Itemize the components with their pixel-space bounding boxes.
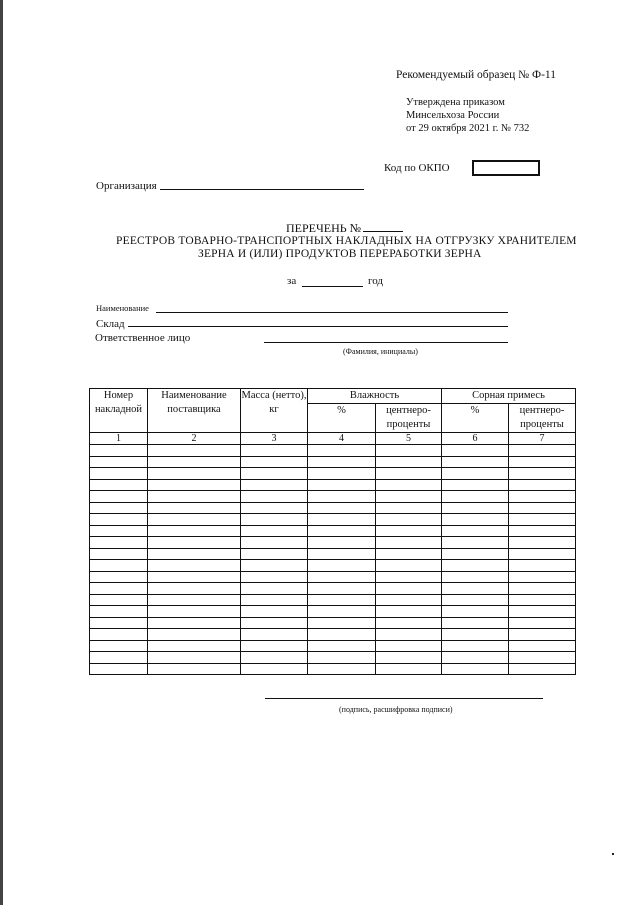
col-mass-header: Масса (нетто), кг	[241, 389, 308, 433]
table-row	[90, 456, 576, 468]
table-cell[interactable]	[241, 548, 308, 560]
responsible-label: Ответственное лицо	[95, 332, 191, 344]
table-cell[interactable]	[148, 663, 241, 675]
table-cell[interactable]	[148, 583, 241, 595]
table-cell[interactable]	[509, 640, 576, 652]
table-cell[interactable]	[442, 491, 509, 503]
table-cell[interactable]	[376, 468, 442, 480]
column-number: 2	[148, 433, 241, 445]
table-cell[interactable]	[442, 456, 509, 468]
table-cell[interactable]	[442, 445, 509, 457]
table-cell[interactable]	[241, 445, 308, 457]
moisture-centipercent-header: центнеро-проценты	[376, 404, 442, 433]
column-number: 7	[509, 433, 576, 445]
table-cell[interactable]	[148, 456, 241, 468]
list-number-line[interactable]	[363, 231, 403, 232]
scan-mark	[612, 853, 614, 855]
title-line-2: РЕЕСТРОВ ТОВАРНО-ТРАНСПОРТНЫХ НАКЛАДНЫХ НА ОТГРУЗКУ ХРАНИТЕЛЕМ	[116, 235, 577, 247]
table-row	[90, 479, 576, 491]
table-row	[90, 652, 576, 664]
table-cell[interactable]	[90, 548, 148, 560]
table-cell[interactable]	[442, 468, 509, 480]
table-cell[interactable]	[376, 491, 442, 503]
table-cell[interactable]	[90, 537, 148, 549]
table-cell[interactable]	[376, 594, 442, 606]
table-cell[interactable]	[308, 617, 376, 629]
table-cell[interactable]	[90, 560, 148, 572]
table-row	[90, 560, 576, 572]
table-cell[interactable]	[442, 571, 509, 583]
table-cell[interactable]	[308, 560, 376, 572]
table-cell[interactable]	[308, 629, 376, 641]
list-title: ПЕРЕЧЕНЬ №	[286, 221, 362, 235]
column-number: 4	[308, 433, 376, 445]
table-cell[interactable]	[241, 560, 308, 572]
table-cell[interactable]	[148, 468, 241, 480]
table-cell[interactable]	[148, 537, 241, 549]
table-cell[interactable]	[509, 571, 576, 583]
table-cell[interactable]	[90, 617, 148, 629]
register-table	[89, 388, 576, 675]
table-cell[interactable]	[376, 606, 442, 618]
table-cell[interactable]	[241, 456, 308, 468]
table-cell[interactable]	[509, 617, 576, 629]
table-cell[interactable]	[90, 571, 148, 583]
table-cell[interactable]	[308, 663, 376, 675]
table-cell[interactable]	[376, 548, 442, 560]
table-cell[interactable]	[308, 652, 376, 664]
table-cell[interactable]	[90, 583, 148, 595]
okpo-label: Код по ОКПО	[384, 162, 450, 174]
table-cell[interactable]	[241, 502, 308, 514]
table-cell[interactable]	[308, 571, 376, 583]
col-supplier-header: Наименование поставщика	[148, 389, 241, 433]
table-cell[interactable]	[148, 560, 241, 572]
table-row	[90, 629, 576, 641]
responsible-hint: (Фамилия, инициалы)	[343, 347, 418, 356]
table-cell[interactable]	[148, 617, 241, 629]
table-cell[interactable]	[241, 594, 308, 606]
name-field-line[interactable]	[156, 312, 508, 313]
warehouse-field-line[interactable]	[128, 326, 508, 327]
table-cell[interactable]	[376, 456, 442, 468]
table-cell[interactable]	[442, 502, 509, 514]
table-cell[interactable]	[148, 479, 241, 491]
signature-line[interactable]	[265, 698, 543, 699]
table-cell[interactable]	[442, 514, 509, 526]
table-cell[interactable]	[509, 629, 576, 641]
table-cell[interactable]	[90, 525, 148, 537]
table-cell[interactable]	[376, 479, 442, 491]
table-cell[interactable]	[241, 663, 308, 675]
responsible-field-line[interactable]	[264, 342, 508, 343]
organization-label: Организация	[96, 180, 157, 192]
table-row	[90, 617, 576, 629]
table-row	[90, 606, 576, 618]
table-cell[interactable]	[376, 525, 442, 537]
table-cell[interactable]	[509, 594, 576, 606]
table-cell[interactable]	[241, 571, 308, 583]
sample-label: Рекомендуемый образец № Ф-11	[396, 69, 556, 81]
column-number: 1	[90, 433, 148, 445]
table-cell[interactable]	[376, 629, 442, 641]
table-cell[interactable]	[442, 548, 509, 560]
table-cell[interactable]	[241, 640, 308, 652]
table-cell[interactable]	[376, 663, 442, 675]
table-cell[interactable]	[509, 663, 576, 675]
table-cell[interactable]	[376, 514, 442, 526]
title-line-3: ЗЕРНА И (ИЛИ) ПРОДУКТОВ ПЕРЕРАБОТКИ ЗЕРНА	[198, 248, 482, 260]
table-cell[interactable]	[442, 537, 509, 549]
table-cell[interactable]	[241, 583, 308, 595]
table-cell[interactable]	[376, 640, 442, 652]
table-cell[interactable]	[90, 663, 148, 675]
table-cell[interactable]	[509, 652, 576, 664]
table-cell[interactable]	[90, 629, 148, 641]
table-cell[interactable]	[148, 502, 241, 514]
table-cell[interactable]	[90, 606, 148, 618]
year-prefix: за	[287, 275, 297, 287]
table-cell[interactable]	[148, 571, 241, 583]
col-number-header: Номер накладной	[90, 389, 148, 433]
table-cell[interactable]	[509, 468, 576, 480]
table-cell[interactable]	[442, 606, 509, 618]
table-cell[interactable]	[442, 629, 509, 641]
table-cell[interactable]	[308, 537, 376, 549]
table-cell[interactable]	[90, 640, 148, 652]
table-cell[interactable]	[308, 479, 376, 491]
table-cell[interactable]	[509, 606, 576, 618]
table-cell[interactable]	[509, 479, 576, 491]
signature-hint: (подпись, расшифровка подписи)	[339, 705, 453, 714]
impurity-centipercent-header: центнеро-проценты	[509, 404, 576, 433]
year-suffix: год	[368, 275, 384, 287]
table-cell[interactable]	[241, 514, 308, 526]
table-cell[interactable]	[148, 548, 241, 560]
table-cell[interactable]	[442, 525, 509, 537]
table-cell[interactable]	[308, 594, 376, 606]
table-cell[interactable]	[148, 445, 241, 457]
table-cell[interactable]	[442, 560, 509, 572]
table-cell[interactable]	[442, 652, 509, 664]
table-cell[interactable]	[241, 617, 308, 629]
year-field-line[interactable]	[302, 286, 363, 287]
scan-left-edge	[0, 0, 3, 905]
column-number: 5	[376, 433, 442, 445]
table-row	[90, 548, 576, 560]
column-numbers-row	[90, 433, 576, 445]
table-cell[interactable]	[509, 502, 576, 514]
table-cell[interactable]	[509, 525, 576, 537]
table-cell[interactable]	[376, 537, 442, 549]
table-cell[interactable]	[442, 617, 509, 629]
table-cell[interactable]	[90, 445, 148, 457]
table-cell[interactable]	[308, 491, 376, 503]
warehouse-label: Склад	[96, 318, 125, 330]
table-cell[interactable]	[308, 640, 376, 652]
table-cell[interactable]	[308, 456, 376, 468]
table-cell[interactable]	[90, 491, 148, 503]
table-cell[interactable]	[308, 502, 376, 514]
table-cell[interactable]	[241, 468, 308, 480]
table-cell[interactable]	[148, 594, 241, 606]
table-cell[interactable]	[308, 514, 376, 526]
table-cell[interactable]	[90, 456, 148, 468]
table-cell[interactable]	[90, 514, 148, 526]
table-cell[interactable]	[442, 640, 509, 652]
table-row	[90, 445, 576, 457]
approved-line-1: Утверждена приказом	[406, 97, 505, 108]
table-cell[interactable]	[509, 456, 576, 468]
table-row	[90, 640, 576, 652]
table-cell[interactable]	[509, 583, 576, 595]
table-cell[interactable]	[241, 652, 308, 664]
table-cell[interactable]	[308, 548, 376, 560]
table-cell[interactable]	[509, 491, 576, 503]
moisture-group-header: Влажность	[308, 389, 442, 404]
table-cell[interactable]	[90, 468, 148, 480]
impurity-percent-header: %	[442, 404, 509, 433]
table-row	[90, 491, 576, 503]
table-cell[interactable]	[148, 525, 241, 537]
table-cell[interactable]	[308, 606, 376, 618]
table-cell[interactable]	[376, 445, 442, 457]
table-cell[interactable]	[90, 502, 148, 514]
table-cell[interactable]	[442, 583, 509, 595]
table-cell[interactable]	[308, 445, 376, 457]
table-cell[interactable]	[148, 606, 241, 618]
table-row	[90, 525, 576, 537]
table-cell[interactable]	[509, 560, 576, 572]
table-row	[90, 594, 576, 606]
table-row	[90, 583, 576, 595]
table-cell[interactable]	[241, 525, 308, 537]
table-cell[interactable]	[308, 525, 376, 537]
table-cell[interactable]	[509, 445, 576, 457]
table-cell[interactable]	[148, 652, 241, 664]
table-cell[interactable]	[376, 617, 442, 629]
table-row	[90, 571, 576, 583]
table-row	[90, 502, 576, 514]
table-cell[interactable]	[509, 514, 576, 526]
table-cell[interactable]	[90, 479, 148, 491]
okpo-code-box[interactable]	[472, 160, 540, 176]
approved-line-3: от 29 октября 2021 г. № 732	[406, 123, 530, 134]
table-cell[interactable]	[442, 479, 509, 491]
table-cell[interactable]	[148, 629, 241, 641]
approved-line-2: Минсельхоза России	[406, 110, 500, 121]
table-cell[interactable]	[376, 583, 442, 595]
table-cell[interactable]	[241, 479, 308, 491]
table-cell[interactable]	[148, 640, 241, 652]
column-number: 3	[241, 433, 308, 445]
table-cell[interactable]	[442, 663, 509, 675]
column-number: 6	[442, 433, 509, 445]
table-row	[90, 537, 576, 549]
table-cell[interactable]	[376, 560, 442, 572]
impurity-group-header: Сорная примесь	[442, 389, 576, 404]
table-cell[interactable]	[376, 502, 442, 514]
table-cell[interactable]	[148, 514, 241, 526]
table-row	[90, 663, 576, 675]
table-cell[interactable]	[308, 468, 376, 480]
table-cell[interactable]	[90, 652, 148, 664]
table-row	[90, 514, 576, 526]
table-cell[interactable]	[442, 594, 509, 606]
moisture-percent-header: %	[308, 404, 376, 433]
table-cell[interactable]	[90, 594, 148, 606]
table-cell[interactable]	[241, 629, 308, 641]
table-cell[interactable]	[509, 548, 576, 560]
table-row	[90, 468, 576, 480]
table-cell[interactable]	[376, 652, 442, 664]
table-cell[interactable]	[241, 606, 308, 618]
organization-field-line[interactable]	[160, 189, 364, 190]
table-cell[interactable]	[509, 537, 576, 549]
table-cell[interactable]	[308, 583, 376, 595]
table-cell[interactable]	[241, 491, 308, 503]
table-cell[interactable]	[148, 491, 241, 503]
name-label: Наименование	[96, 303, 149, 313]
table-cell[interactable]	[241, 537, 308, 549]
table-cell[interactable]	[376, 571, 442, 583]
